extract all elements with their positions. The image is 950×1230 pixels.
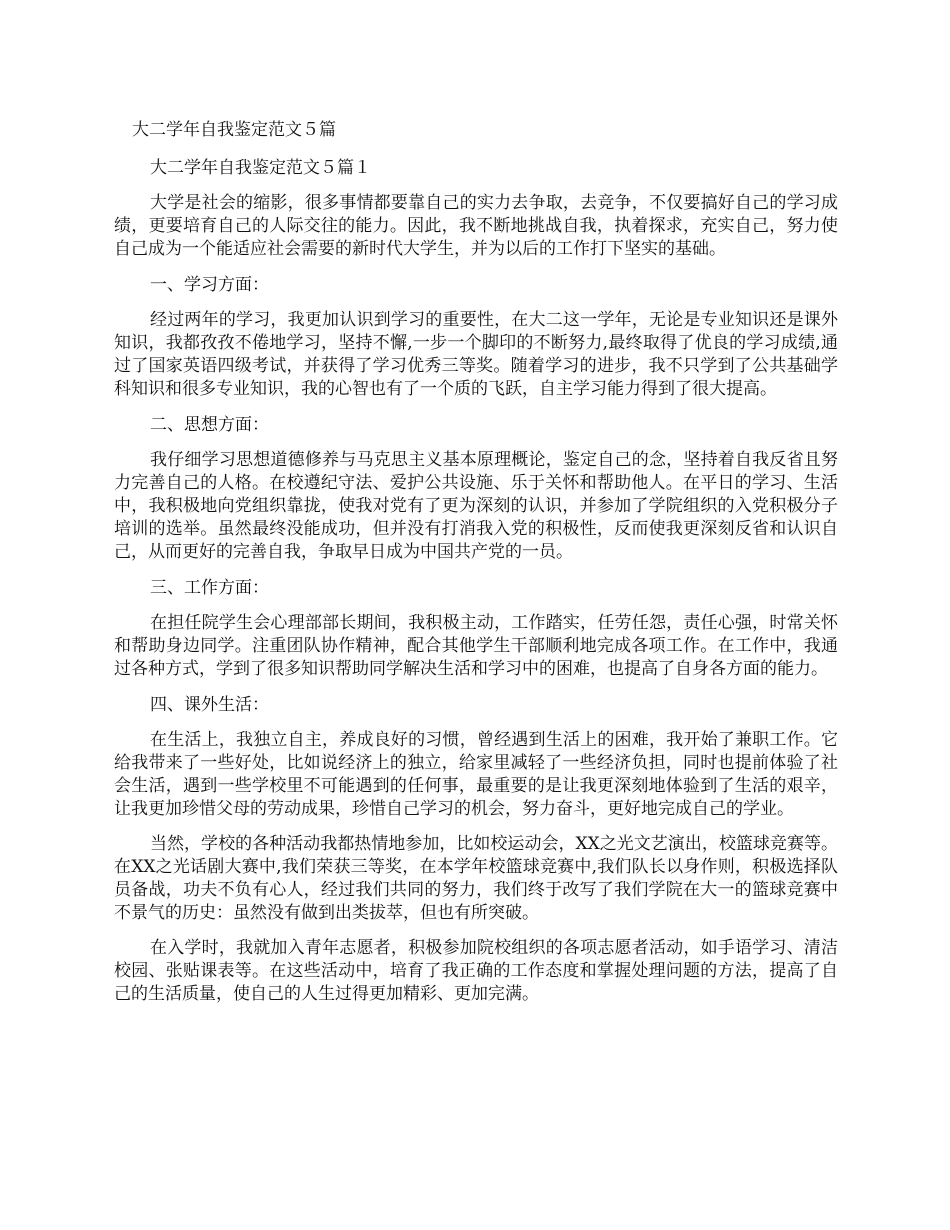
section-heading-thought: 二、思想方面： [150,415,269,435]
section-heading-work: 三、工作方面： [150,578,269,598]
article-subtitle: 大二学年自我鉴定范文５篇１ [150,158,371,178]
section-paragraph-study: 经过两年的学习，我更加认识到学习的重要性，在大二这一学年，无论是专业知识还是课外知识，我都孜孜不倦地学习，坚持不懈,一步一个脚印的不断努力,最终取得了优良的学习成绩,通过了国家英语四级考试，并获得了学习优秀三等奖。随着学习的进步，我不只学到了公共基础学科知识和很多专业知识，我的心智也有了一个质的飞跃，自主学习能力得到了很大提高。 [114,310,838,399]
section-paragraph-life: 在生活上，我独立自主，养成良好的习惯，曾经遇到生活上的困难，我开始了兼职工作。它给我带来了一些好处，比如说经济上的独立，给家里减轻了一些经济负担，同时也提前体验了社会生活，遇到一些学校里不可能遇到的任何事，最重要的是让我更深刻地体验到了生活的艰辛，让我更加珍惜父母的劳动成果，珍惜自己学习的机会，努力奋斗，更好地完成自己的学业。 [114,730,838,819]
section-heading-extracurricular: 四、课外生活： [150,695,269,715]
section-paragraph-volunteer: 在入学时，我就加入青年志愿者，积极参加院校组织的各项志愿者活动，如手语学习、清洁校园、张贴课表等。在这些活动中，培育了我正确的工作态度和掌握处理问题的方法，提高了自己的生活质量，使自己的人生过得更加精彩、更加完满。 [114,938,838,1004]
section-heading-study: 一、学习方面： [150,275,269,295]
intro-paragraph: 大学是社会的缩影，很多事情都要靠自己的实力去争取，去竞争，不仅要搞好自己的学习成绩，更要培育自己的人际交往的能力。因此，我不断地挑战自我，执着探求，充实自己，努力使自己成为一个能适应社会需要的新时代大学生，并为以后的工作打下坚实的基础。 [114,193,838,259]
document-title: 大二学年自我鉴定范文５篇 [132,120,336,140]
section-paragraph-activities: 当然，学校的各种活动我都热情地参加，比如校运动会，XX之光文艺演出，校篮球竞赛等。在XX之光话剧大赛中,我们荣获三等奖，在本学年校篮球竞赛中,我们队长以身作则，积极选择队员备战，功夫不负有心人，经过我们共同的努力，我们终于改写了我们学院在大一的篮球竞赛中不景气的历史：虽然没有做到出类拔萃，但也有所突破。 [114,834,838,923]
section-paragraph-thought: 我仔细学习思想道德修养与马克思主义基本原理概论，鉴定自己的念，坚持着自我反省且努力完善自己的人格。在校遵纪守法、爱护公共设施、乐于关怀和帮助他人。在平日的学习、生活中，我积极地向党组织靠拢，使我对党有了更为深刻的认识，并参加了学院组织的入党积极分子培训的选举。虽然最终没能成功，但并没有打消我入党的积极性，反而使我更深刻反省和认识自己，从而更好的完善自我，争取早日成为中国共产党的一员。 [114,450,838,562]
section-paragraph-work: 在担任院学生会心理部部长期间，我积极主动，工作踏实，任劳任怨，责任心强，时常关怀和帮助身边同学。注重团队协作精神，配合其他学生干部顺利地完成各项工作。在工作中，我通过各种方式，学到了很多知识帮助同学解决生活和学习中的困难，也提高了自身各方面的能力。 [114,613,838,679]
document-page [114,118,838,1018]
